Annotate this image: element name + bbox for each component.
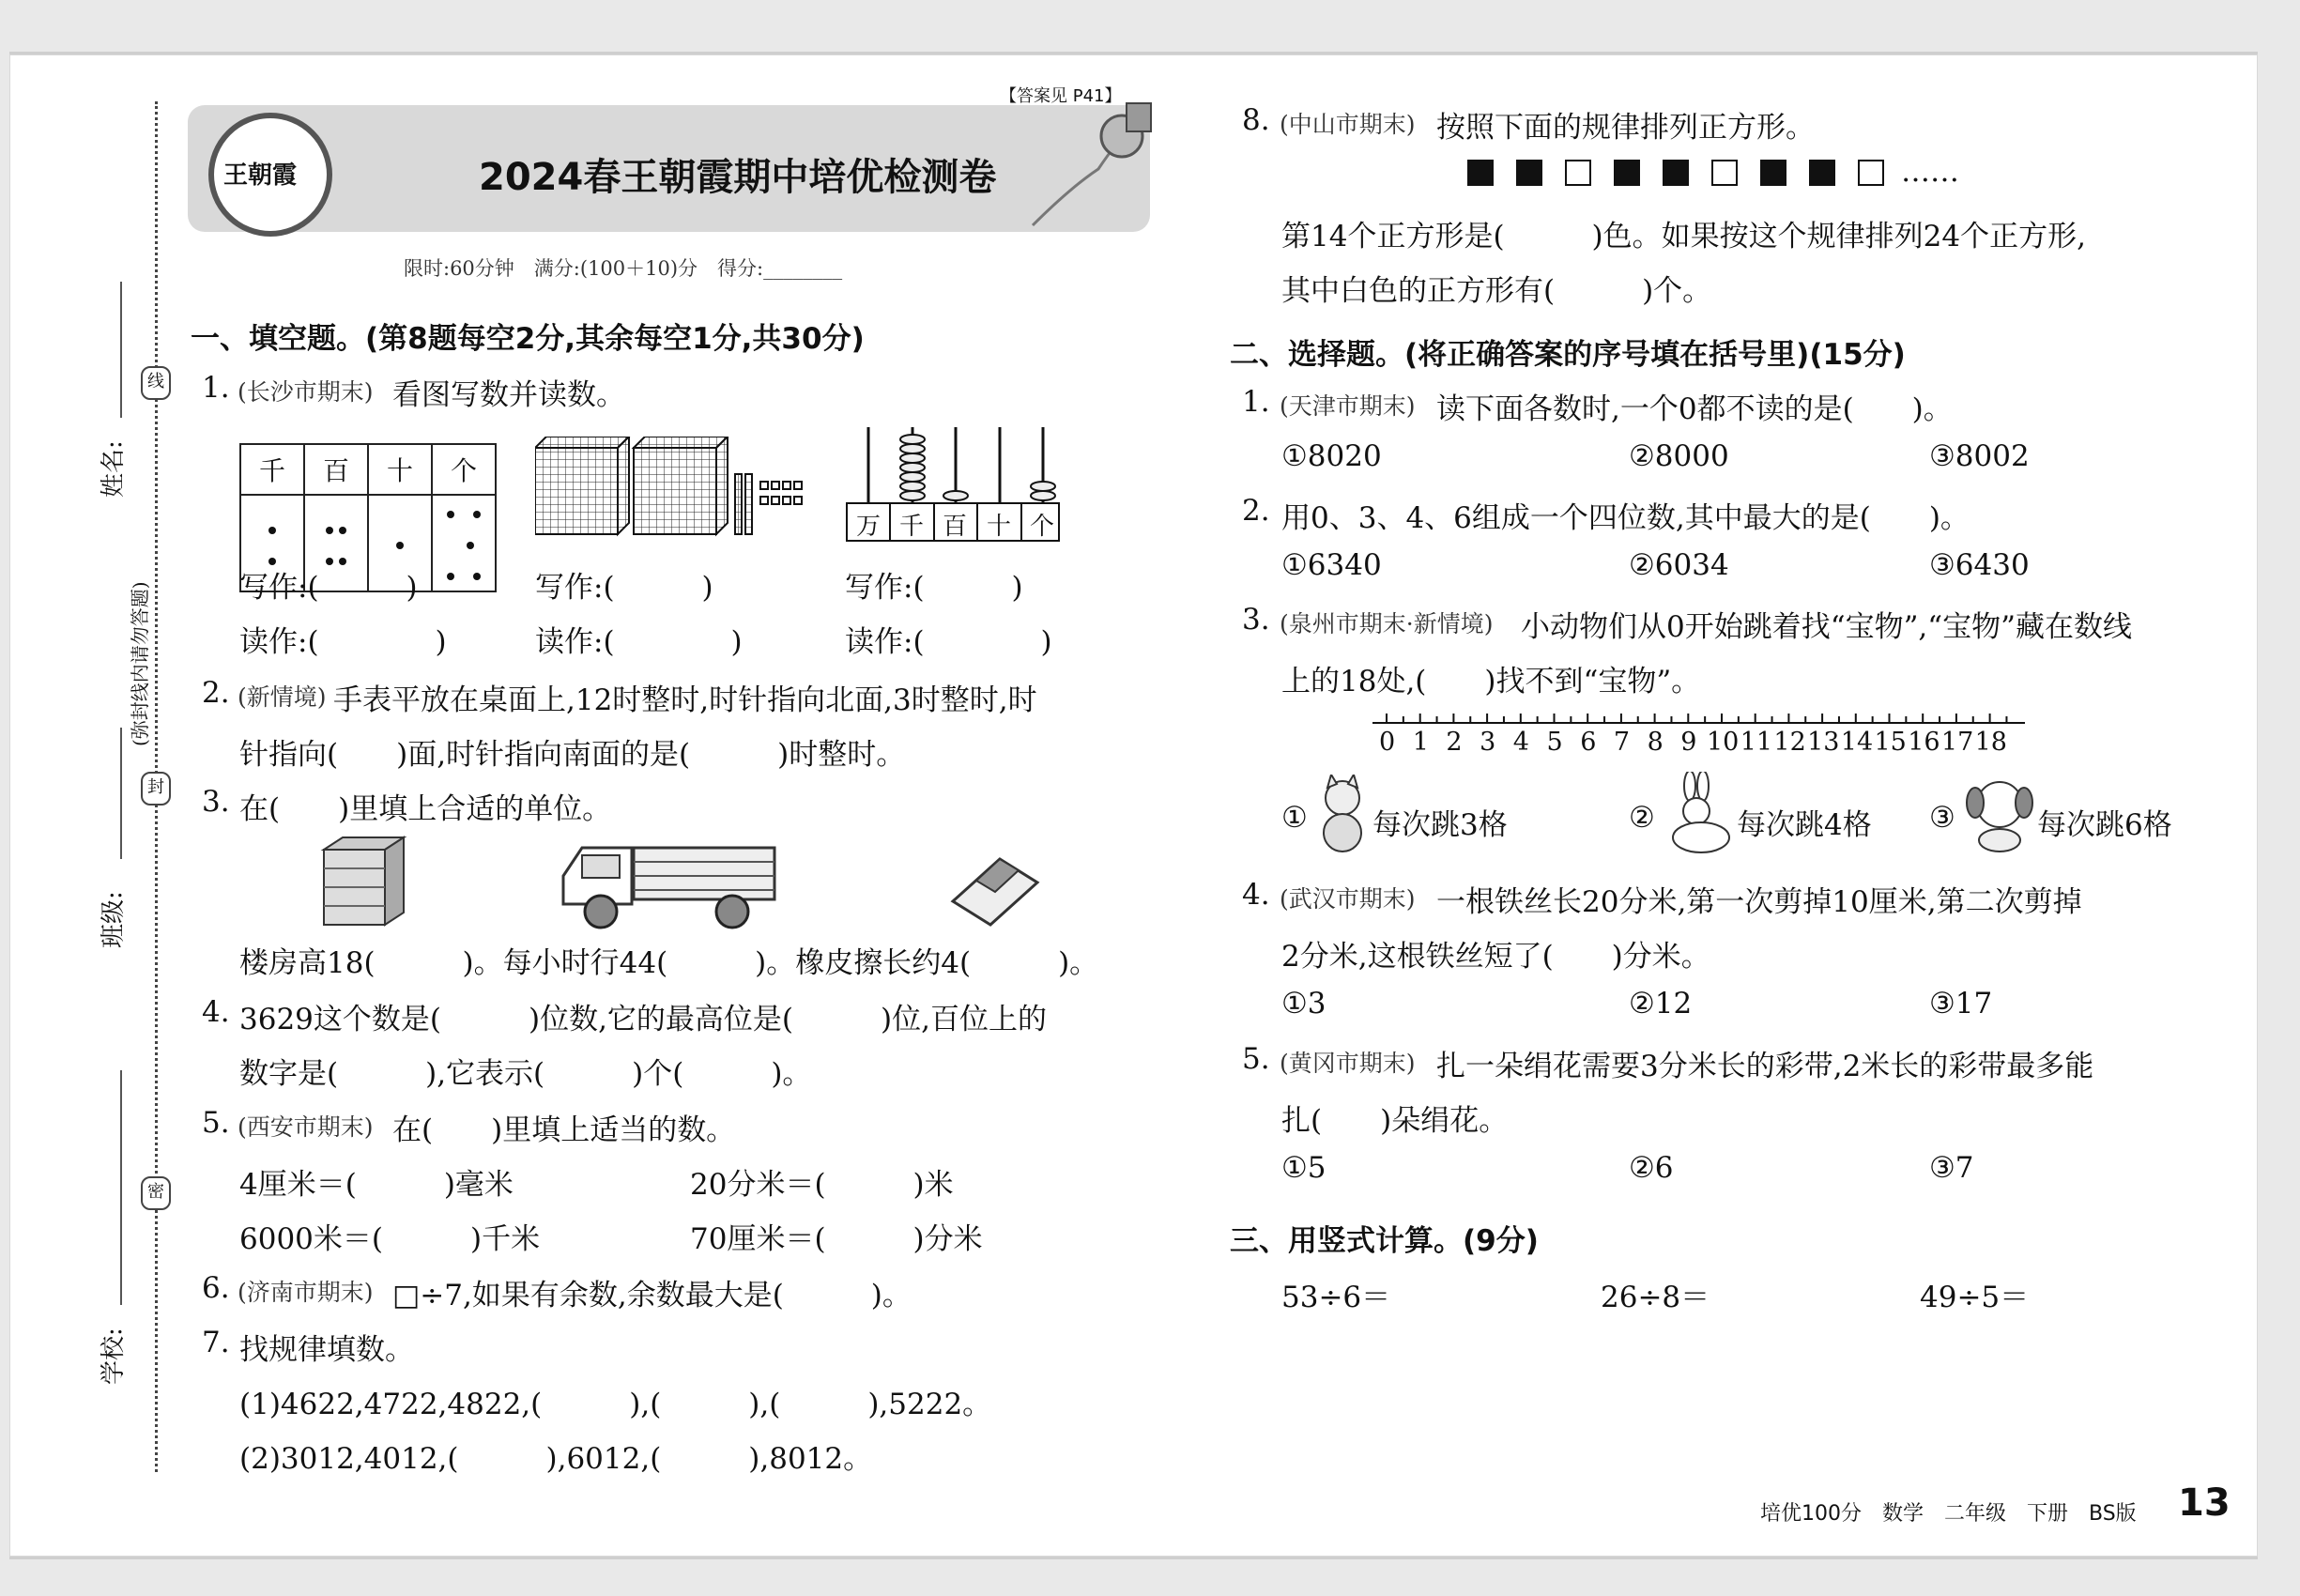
s2-q4-number: 4.	[1242, 878, 1270, 912]
q7-line2[interactable]: (2)3012,4012,( ),6012,( ),8012。	[239, 1442, 873, 1476]
pv-header: 个	[432, 444, 496, 495]
s2-q1-option[interactable]: ①8020	[1281, 439, 1382, 473]
read-answer-3[interactable]: 读作:( )	[845, 625, 1052, 659]
pattern-square-black	[1809, 160, 1835, 186]
s2-q5-line2[interactable]: 扎( )朵绢花。	[1281, 1104, 1509, 1138]
number-line-label: 15	[1874, 728, 1907, 757]
q6-tag: (济南市期末)	[238, 1279, 374, 1306]
q5-tag: (西安市期末)	[238, 1113, 374, 1141]
q2-line2[interactable]: 针指向( )面,时针指向南面的是( )时整时。	[239, 738, 906, 772]
answer-reference: 【答案见 P41】	[1000, 86, 1122, 106]
s2-q4-line1: 一根铁丝长20分米,第一次剪掉10厘米,第二次剪掉	[1436, 885, 2082, 919]
s2-q2-option[interactable]: ②6034	[1629, 548, 1729, 582]
number-line-label: 3	[1480, 728, 1496, 757]
write-answer-1[interactable]: 写作:( )	[239, 571, 418, 605]
logo-text: 王朝霞	[223, 161, 298, 190]
pv-dots	[432, 495, 496, 591]
number-line-label: 5	[1546, 728, 1563, 757]
q5-item[interactable]: 6000米＝( )千米	[239, 1222, 541, 1256]
number-line-label: 4	[1512, 728, 1529, 757]
section1-title: 一、填空题。(第8题每空2分,其余每空1分,共30分)	[191, 322, 865, 356]
q8-tag: (中山市期末)	[1280, 111, 1416, 138]
number-line-label: 11	[1740, 728, 1773, 757]
q1-number: 1.	[202, 371, 230, 405]
s2-q1-option[interactable]: ②8000	[1629, 439, 1729, 473]
q4-line1[interactable]: 3629这个数是( )位数,它的最高位是( )位,百位上的	[239, 1003, 1047, 1036]
eraser-image	[948, 850, 1042, 929]
q6-text[interactable]: □÷7,如果有余数,余数最大是( )。	[392, 1279, 912, 1312]
number-line-label: 14	[1840, 728, 1874, 757]
q5-number: 5.	[202, 1106, 230, 1140]
s2-q1-text[interactable]: 读下面各数时,一个0都不读的是( )。	[1436, 392, 1953, 426]
s2-q3-option-label[interactable]: ②	[1629, 801, 1655, 835]
s2-q5-line1: 扎一朵绢花需要3分米长的彩带,2米长的彩带最多能	[1436, 1050, 2094, 1083]
read-answer-2[interactable]: 读作:( )	[535, 625, 743, 659]
name-line	[120, 282, 122, 418]
q7-number: 7.	[202, 1326, 230, 1359]
number-line-label: 10	[1707, 728, 1740, 757]
s2-q4-option[interactable]: ①3	[1281, 987, 1326, 1021]
s2-q3-tag: (泉州市期末·新情境)	[1280, 610, 1494, 637]
q5-item[interactable]: 4厘米＝( )毫米	[239, 1168, 514, 1202]
q2-tag: (新情境)	[238, 683, 327, 711]
s2-q4-option[interactable]: ③17	[1929, 987, 1993, 1021]
s2-q2-text[interactable]: 用0、3、4、6组成一个四位数,其中最大的是( )。	[1281, 501, 1970, 535]
q4-number: 4.	[202, 995, 230, 1029]
s2-q3-line2[interactable]: 上的18处,( )找不到“宝物”。	[1281, 665, 1701, 698]
pv-header: 百	[304, 444, 368, 495]
abacus-label-ge: 个	[1030, 513, 1055, 541]
seal-line-char: 线	[141, 366, 171, 400]
number-line-label: 13	[1807, 728, 1840, 757]
pattern-square-white	[1858, 160, 1884, 186]
pattern-square-black	[1467, 160, 1494, 186]
calc-item[interactable]: 49÷5＝	[1920, 1281, 2030, 1314]
q6-number: 6.	[202, 1271, 230, 1305]
number-line-label: 2	[1446, 728, 1463, 757]
school-label: 学校:	[100, 1327, 128, 1385]
q1-text: 看图写数并读数。	[392, 378, 625, 412]
s2-q1-tag: (天津市期末)	[1280, 392, 1416, 420]
q8-line1[interactable]: 第14个正方形是( )色。如果按这个规律排列24个正方形,	[1281, 220, 2086, 253]
pattern-ellipsis: ……	[1901, 155, 1959, 189]
s2-q2-number: 2.	[1242, 494, 1270, 528]
number-line-label: 17	[1940, 728, 1974, 757]
s2-q4-line2[interactable]: 2分米,这根铁丝短了( )分米。	[1281, 940, 1710, 974]
calc-item[interactable]: 53÷6＝	[1281, 1281, 1391, 1314]
number-line-label: 9	[1680, 728, 1697, 757]
building-image	[314, 836, 418, 934]
pv-header: 千	[240, 444, 304, 495]
q1-tag: (长沙市期末)	[238, 378, 374, 406]
s2-q3-option-text[interactable]: 每次跳4格	[1737, 808, 1872, 842]
abacus-label-shi: 十	[987, 513, 1012, 541]
q5-text: 在( )里填上适当的数。	[392, 1113, 736, 1147]
pattern-square-white	[1565, 160, 1591, 186]
s2-q5-option[interactable]: ①5	[1281, 1151, 1326, 1185]
q5-item[interactable]: 20分米＝( )米	[690, 1168, 954, 1202]
q8-text: 按照下面的规律排列正方形。	[1436, 111, 1815, 145]
s2-q2-option[interactable]: ③6430	[1929, 548, 2030, 582]
q8-number: 8.	[1242, 103, 1270, 137]
calc-item[interactable]: 26÷8＝	[1601, 1281, 1710, 1314]
dog-image	[1962, 775, 2042, 854]
pattern-square-black	[1516, 160, 1542, 186]
section3-title: 三、用竖式计算。(9分)	[1230, 1224, 1539, 1258]
s2-q5-tag: (黄冈市期末)	[1280, 1050, 1416, 1077]
pattern-square-black	[1760, 160, 1786, 186]
number-line-label: 12	[1773, 728, 1806, 757]
name-label: 姓名:	[100, 440, 128, 498]
seal-feng-char: 封	[141, 772, 171, 806]
write-answer-2[interactable]: 写作:( )	[535, 571, 713, 605]
base-ten-blocks	[535, 437, 817, 540]
s2-q3-number: 3.	[1242, 603, 1270, 637]
s2-q3-line1: 小动物们从0开始跳着找“宝物”,“宝物”藏在数线	[1521, 610, 2132, 644]
number-line-label: 18	[1974, 728, 2007, 757]
number-line-label: 1	[1412, 728, 1429, 757]
rabbit-image	[1662, 772, 1737, 856]
q7-text: 找规律填数。	[239, 1333, 414, 1367]
q8-line2[interactable]: 其中白色的正方形有( )个。	[1281, 274, 1712, 308]
abacus-label-bai: 百	[943, 513, 968, 541]
s2-q1-option[interactable]: ③8002	[1929, 439, 2030, 473]
s2-q2-option[interactable]: ①6340	[1281, 548, 1382, 582]
q3-answers[interactable]: 楼房高18( )。每小时行44( )。橡皮擦长约4( )。	[239, 946, 1099, 980]
school-line	[120, 1070, 122, 1305]
read-answer-1[interactable]: 读作:( )	[239, 625, 447, 659]
cat-image	[1314, 775, 1371, 854]
write-answer-3[interactable]: 写作:( )	[845, 571, 1023, 605]
pv-header: 十	[368, 444, 432, 495]
number-line-label: 16	[1908, 728, 1940, 757]
truck-image	[559, 838, 779, 932]
s2-q3-option-label[interactable]: ①	[1281, 801, 1308, 835]
q2-number: 2.	[202, 676, 230, 710]
number-line-label: 8	[1647, 728, 1664, 757]
s2-q1-number: 1.	[1242, 385, 1270, 419]
q2-line1: 手表平放在桌面上,12时整时,时针指向北面,3时整时,时	[333, 683, 1037, 717]
seal-note: (弥封线内请勿答题)	[129, 581, 151, 746]
pattern-square-black	[1663, 160, 1689, 186]
s2-q4-tag: (武汉市期末)	[1280, 885, 1416, 913]
abacus-label-qian: 千	[899, 513, 925, 541]
s2-q5-option[interactable]: ③7	[1929, 1151, 1974, 1185]
q4-line2[interactable]: 数字是( ),它表示( )个( )。	[239, 1057, 812, 1091]
seal-mi-char: 密	[141, 1176, 171, 1210]
s2-q5-option[interactable]: ②6	[1629, 1151, 1674, 1185]
q7-line1[interactable]: (1)4622,4722,4822,( ),( ),( ),5222。	[239, 1388, 992, 1421]
page-number: 13	[2178, 1481, 2231, 1525]
s2-q3-option-label[interactable]: ③	[1929, 801, 1955, 835]
pattern-square-black	[1614, 160, 1640, 186]
s2-q4-option[interactable]: ②12	[1629, 987, 1693, 1021]
q5-item[interactable]: 70厘米＝( )分米	[690, 1222, 983, 1256]
class-line	[120, 728, 122, 859]
number-line-label: 7	[1613, 728, 1631, 757]
section2-title: 二、选择题。(将正确答案的序号填在括号里)(15分)	[1230, 338, 1906, 372]
decoration-illustration	[1014, 84, 1155, 235]
s2-q3-option-text[interactable]: 每次跳3格	[1372, 808, 1508, 842]
time-score-line: 限时:60分钟 满分:(100＋10)分 得分:________	[404, 257, 843, 280]
number-line-label: 0	[1379, 728, 1396, 757]
pattern-square-white	[1711, 160, 1738, 186]
page-title: 2024春王朝霞期中培优检测卷	[479, 156, 997, 199]
s2-q5-number: 5.	[1242, 1042, 1270, 1076]
number-line-label: 6	[1580, 728, 1597, 757]
class-label: 班级:	[100, 891, 128, 948]
abacus-label-wan: 万	[856, 513, 882, 541]
q3-number: 3.	[202, 785, 230, 819]
q3-text: 在( )里填上合适的单位。	[239, 792, 612, 826]
footer-info: 培优100分 数学 二年级 下册 BS版	[1760, 1502, 2137, 1526]
s2-q3-option-text[interactable]: 每次跳6格	[2037, 808, 2172, 842]
